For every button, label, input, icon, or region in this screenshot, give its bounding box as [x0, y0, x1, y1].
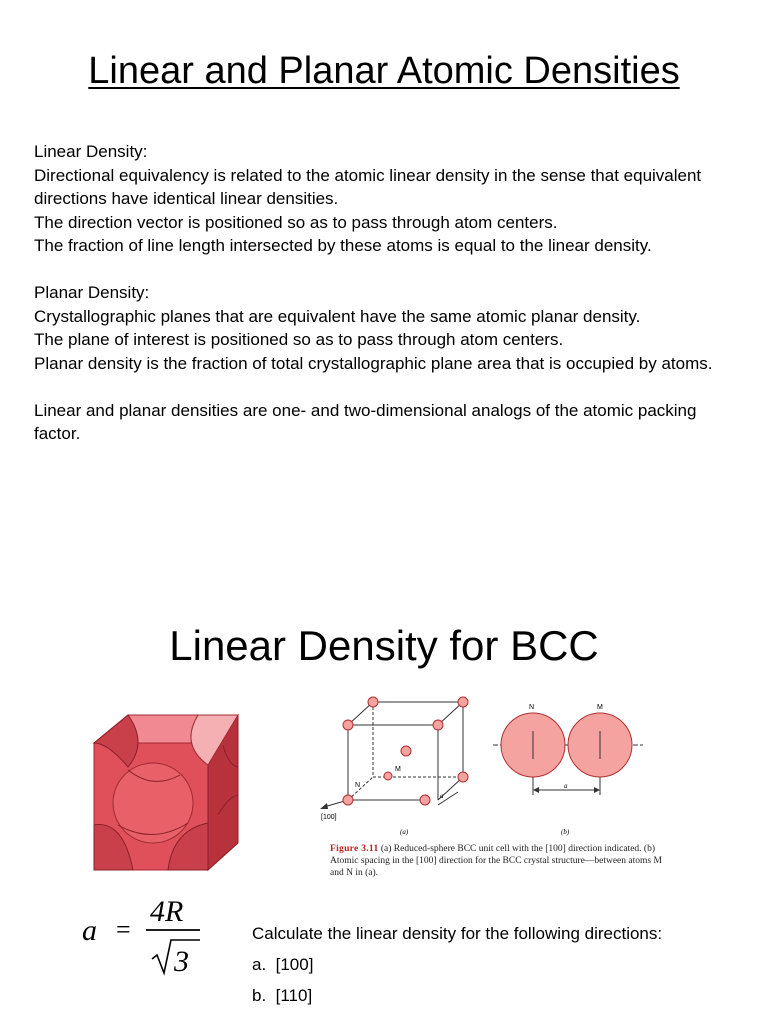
label-n-cube: N [355, 782, 361, 789]
page-title: Linear and Planar Atomic Densities [88, 50, 680, 92]
linear-density-line: Directional equivalency is related to the atomic linear density in the sense that equivalent directions have identical linear densities. [34, 165, 702, 208]
planar-density-line: Crystallographic planes that are equivalent have the same atomic planar density. [34, 306, 641, 326]
linear-density-line: The fraction of line length intersected by these atoms is equal to the linear density. [34, 236, 652, 255]
summary-text: Linear and planar densities are one- and two-dimensional analogs of the atomic packing factor. [34, 400, 697, 443]
formula-denominator: 3 [174, 945, 189, 978]
section-title: Linear Density for BCC [169, 622, 599, 669]
caption-text: (a) Reduced-sphere BCC unit cell with the [100] direction indicated. (b) Atomic spacing in the [100] direction for the BCC crystal structure—between atoms M and N in (a). [330, 844, 662, 878]
question-item: b. [110] [252, 986, 313, 1005]
bcc-cube-illustration [88, 705, 248, 875]
planar-density-line: Planar density is the fraction of total crystallographic plane area that is occupied by atoms. [34, 353, 713, 373]
formula-lhs: a [82, 914, 97, 947]
caption-label: Figure 3.11 [330, 844, 379, 854]
question-item: a. [100] [252, 955, 314, 974]
label-a-atoms: a [564, 782, 568, 790]
lattice-parameter-formula [78, 885, 208, 985]
formula-numerator: 4R [150, 895, 184, 928]
linear-density-line: The direction vector is positioned so as to pass through atom centers. [34, 212, 558, 232]
figure-3-11-diagram [318, 695, 658, 840]
formula-equals: = [116, 915, 131, 944]
body-text [34, 140, 734, 446]
figure-caption [330, 843, 670, 879]
planar-density-heading: Planar Density: [34, 283, 150, 302]
linear-density-heading: Linear Density: [34, 142, 148, 161]
label-m-cube: M [395, 766, 401, 773]
sublabel-a: (a) [400, 828, 409, 836]
label-a-cube: a [440, 792, 444, 800]
planar-density-line: The plane of interest is positioned so as to pass through atom centers. [34, 330, 564, 349]
label-m-atoms: M [597, 704, 603, 711]
label-direction: [100] [321, 814, 337, 821]
label-n-atoms: N [529, 704, 535, 711]
sublabel-b: (b) [561, 828, 570, 836]
question-block [252, 918, 662, 1011]
question-prompt: Calculate the linear density for the following directions: [252, 924, 663, 943]
